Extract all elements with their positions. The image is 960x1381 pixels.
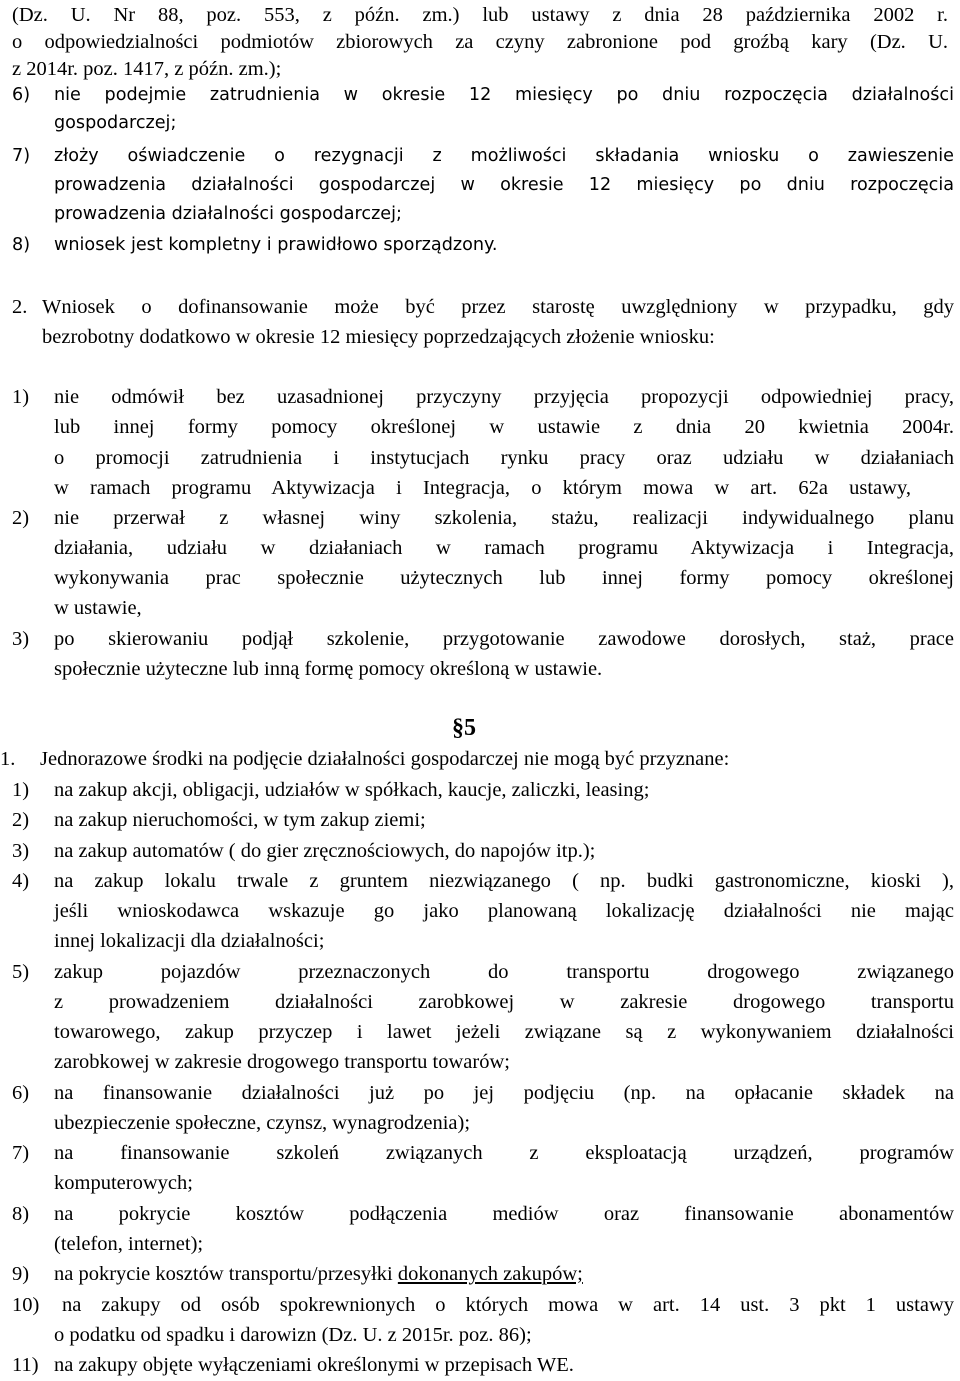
list-text: na finansowanie działalności już po jej podjęciu (np. na opłacanie składek na bbox=[54, 1082, 954, 1104]
list-text: (telefon, internet); bbox=[54, 1233, 204, 1255]
list-text: zakup pojazdów przeznaczonych do transportu drogowego związanego bbox=[54, 961, 954, 983]
list-number: 6) bbox=[12, 85, 31, 105]
list-text: działania, udziału w działaniach w ramach programu Aktywizacja i Integracja, bbox=[54, 537, 954, 559]
list-number: 5) bbox=[12, 961, 30, 983]
text-line: Wniosek o dofinansowanie może być przez starostę uwzględniony w przypadku, gdy bbox=[42, 296, 954, 318]
text-line: (Dz. U. Nr 88, poz. 553, z późn. zm.) lub ustawy z dnia 28 października 2002 r. bbox=[12, 4, 948, 26]
section-heading: §5 bbox=[452, 715, 476, 741]
list-text: komputerowych; bbox=[54, 1172, 193, 1194]
list-number: 8) bbox=[12, 1203, 30, 1225]
paragraph-number: 1. bbox=[0, 748, 16, 770]
text-line: Jednorazowe środki na podjęcie działalności gospodarczej nie mogą być przyznane: bbox=[40, 748, 730, 770]
list-text: w ustawie, bbox=[54, 597, 142, 619]
list-text: lub innej formy pomocy określonej w ustawie z dnia 20 kwietnia 2004r. bbox=[54, 416, 954, 438]
paragraph-number: 2. bbox=[12, 296, 28, 318]
list-text: prowadzenia działalności gospodarczej; bbox=[54, 204, 402, 224]
list-text: na zakup lokalu trwale z gruntem niezwiązanego ( np. budki gastronomiczne, kioski ), bbox=[54, 870, 954, 892]
list-number: 11) bbox=[12, 1354, 39, 1376]
list-text: po skierowaniu podjął szkolenie, przygotowanie zawodowe dorosłych, staż, prace bbox=[54, 628, 954, 650]
list-text-plain: na pokrycie kosztów transportu/przesyłki bbox=[54, 1263, 398, 1285]
list-text: towarowego, zakup przyczep i lawet jeżeli związane są z wykonywaniem działalności bbox=[54, 1021, 954, 1043]
list-text: nie przerwał z własnej winy szkolenia, stażu, realizacji indywidualnego planu bbox=[54, 507, 954, 529]
list-text: o promocji zatrudnienia i instytucjach rynku pracy oraz udziału w działaniach bbox=[54, 447, 954, 469]
list-text: na pokrycie kosztów podłączenia mediów oraz finansowanie abonamentów bbox=[54, 1203, 954, 1225]
list-text-underlined: dokonanych zakupów; bbox=[397, 1263, 583, 1285]
list-text: prowadzenia działalności gospodarczej w okresie 12 miesięcy po dniu rozpoczęcia bbox=[54, 175, 954, 195]
list-number: 7) bbox=[12, 146, 31, 166]
list-number: 3) bbox=[12, 628, 30, 650]
list-text bbox=[54, 1259, 583, 1289]
list-number: 9) bbox=[12, 1263, 30, 1285]
list-text: w ramach programu Aktywizacja i Integracja, o którym mowa w art. 62a ustawy, bbox=[54, 477, 911, 499]
list-text: na zakupy objęte wyłączeniami określonymi w przepisach WE. bbox=[54, 1354, 574, 1376]
list-text: ubezpieczenie społeczne, czynsz, wynagrodzenia); bbox=[54, 1112, 471, 1134]
list-text: społecznie użyteczne lub inną formę pomocy określoną w ustawie. bbox=[54, 658, 603, 680]
list-number: 1) bbox=[12, 386, 30, 408]
list-number: 10) bbox=[12, 1294, 40, 1316]
list-text: na zakup automatów ( do gier zręcznościowych, do napojów itp.); bbox=[54, 840, 596, 862]
list-text: o podatku od spadku i darowizn (Dz. U. z 2015r. poz. 86); bbox=[54, 1324, 532, 1346]
list-text: wniosek jest kompletny i prawidłowo sporządzony. bbox=[54, 235, 498, 255]
list-number: 4) bbox=[12, 870, 30, 892]
list-number: 2) bbox=[12, 507, 30, 529]
list-text: złoży oświadczenie o rezygnacji z możliwości składania wniosku o zawieszenie bbox=[54, 146, 954, 166]
list-number: 6) bbox=[12, 1082, 30, 1104]
list-text: na zakup nieruchomości, w tym zakup ziemi; bbox=[54, 809, 426, 831]
list-text: wykonywania prac społecznie użytecznych lub innej formy pomocy określonej bbox=[54, 567, 954, 589]
list-text: na zakup akcji, obligacji, udziałów w spółkach, kaucje, zaliczki, leasing; bbox=[54, 779, 650, 801]
list-text: z prowadzeniem działalności zarobkowej w zakresie drogowego transportu bbox=[54, 991, 954, 1013]
list-text: nie podejmie zatrudnienia w okresie 12 miesięcy po dniu rozpoczęcia działalności bbox=[54, 85, 954, 105]
list-text: gospodarczej; bbox=[54, 113, 177, 133]
list-number: 8) bbox=[12, 235, 31, 255]
list-text: na zakupy od osób spokrewnionych o których mowa w art. 14 ust. 3 pkt 1 ustawy bbox=[62, 1294, 954, 1316]
list-text: innej lokalizacji dla działalności; bbox=[54, 930, 325, 952]
list-number: 3) bbox=[12, 840, 30, 862]
list-text: na finansowanie szkoleń związanych z eksploatacją urządzeń, programów bbox=[54, 1142, 954, 1164]
text-line: o odpowiedzialności podmiotów zbiorowych za czyny zabronione pod groźbą kary (Dz. U. bbox=[12, 31, 948, 53]
list-number: 1) bbox=[12, 779, 30, 801]
list-number: 2) bbox=[12, 809, 30, 831]
list-text: jeśli wnioskodawca wskazuje go jako planowaną lokalizację działalności nie mając bbox=[54, 900, 954, 922]
list-text: zarobkowej w zakresie drogowego transportu towarów; bbox=[54, 1051, 510, 1073]
text-line: z 2014r. poz. 1417, z późn. zm.); bbox=[12, 58, 282, 80]
text-line: bezrobotny dodatkowo w okresie 12 miesięcy poprzedzających złożenie wniosku: bbox=[42, 326, 715, 348]
list-number: 7) bbox=[12, 1142, 30, 1164]
list-text: nie odmówił bez uzasadnionej przyczyny przyjęcia propozycji odpowiedniej pracy, bbox=[54, 386, 954, 408]
